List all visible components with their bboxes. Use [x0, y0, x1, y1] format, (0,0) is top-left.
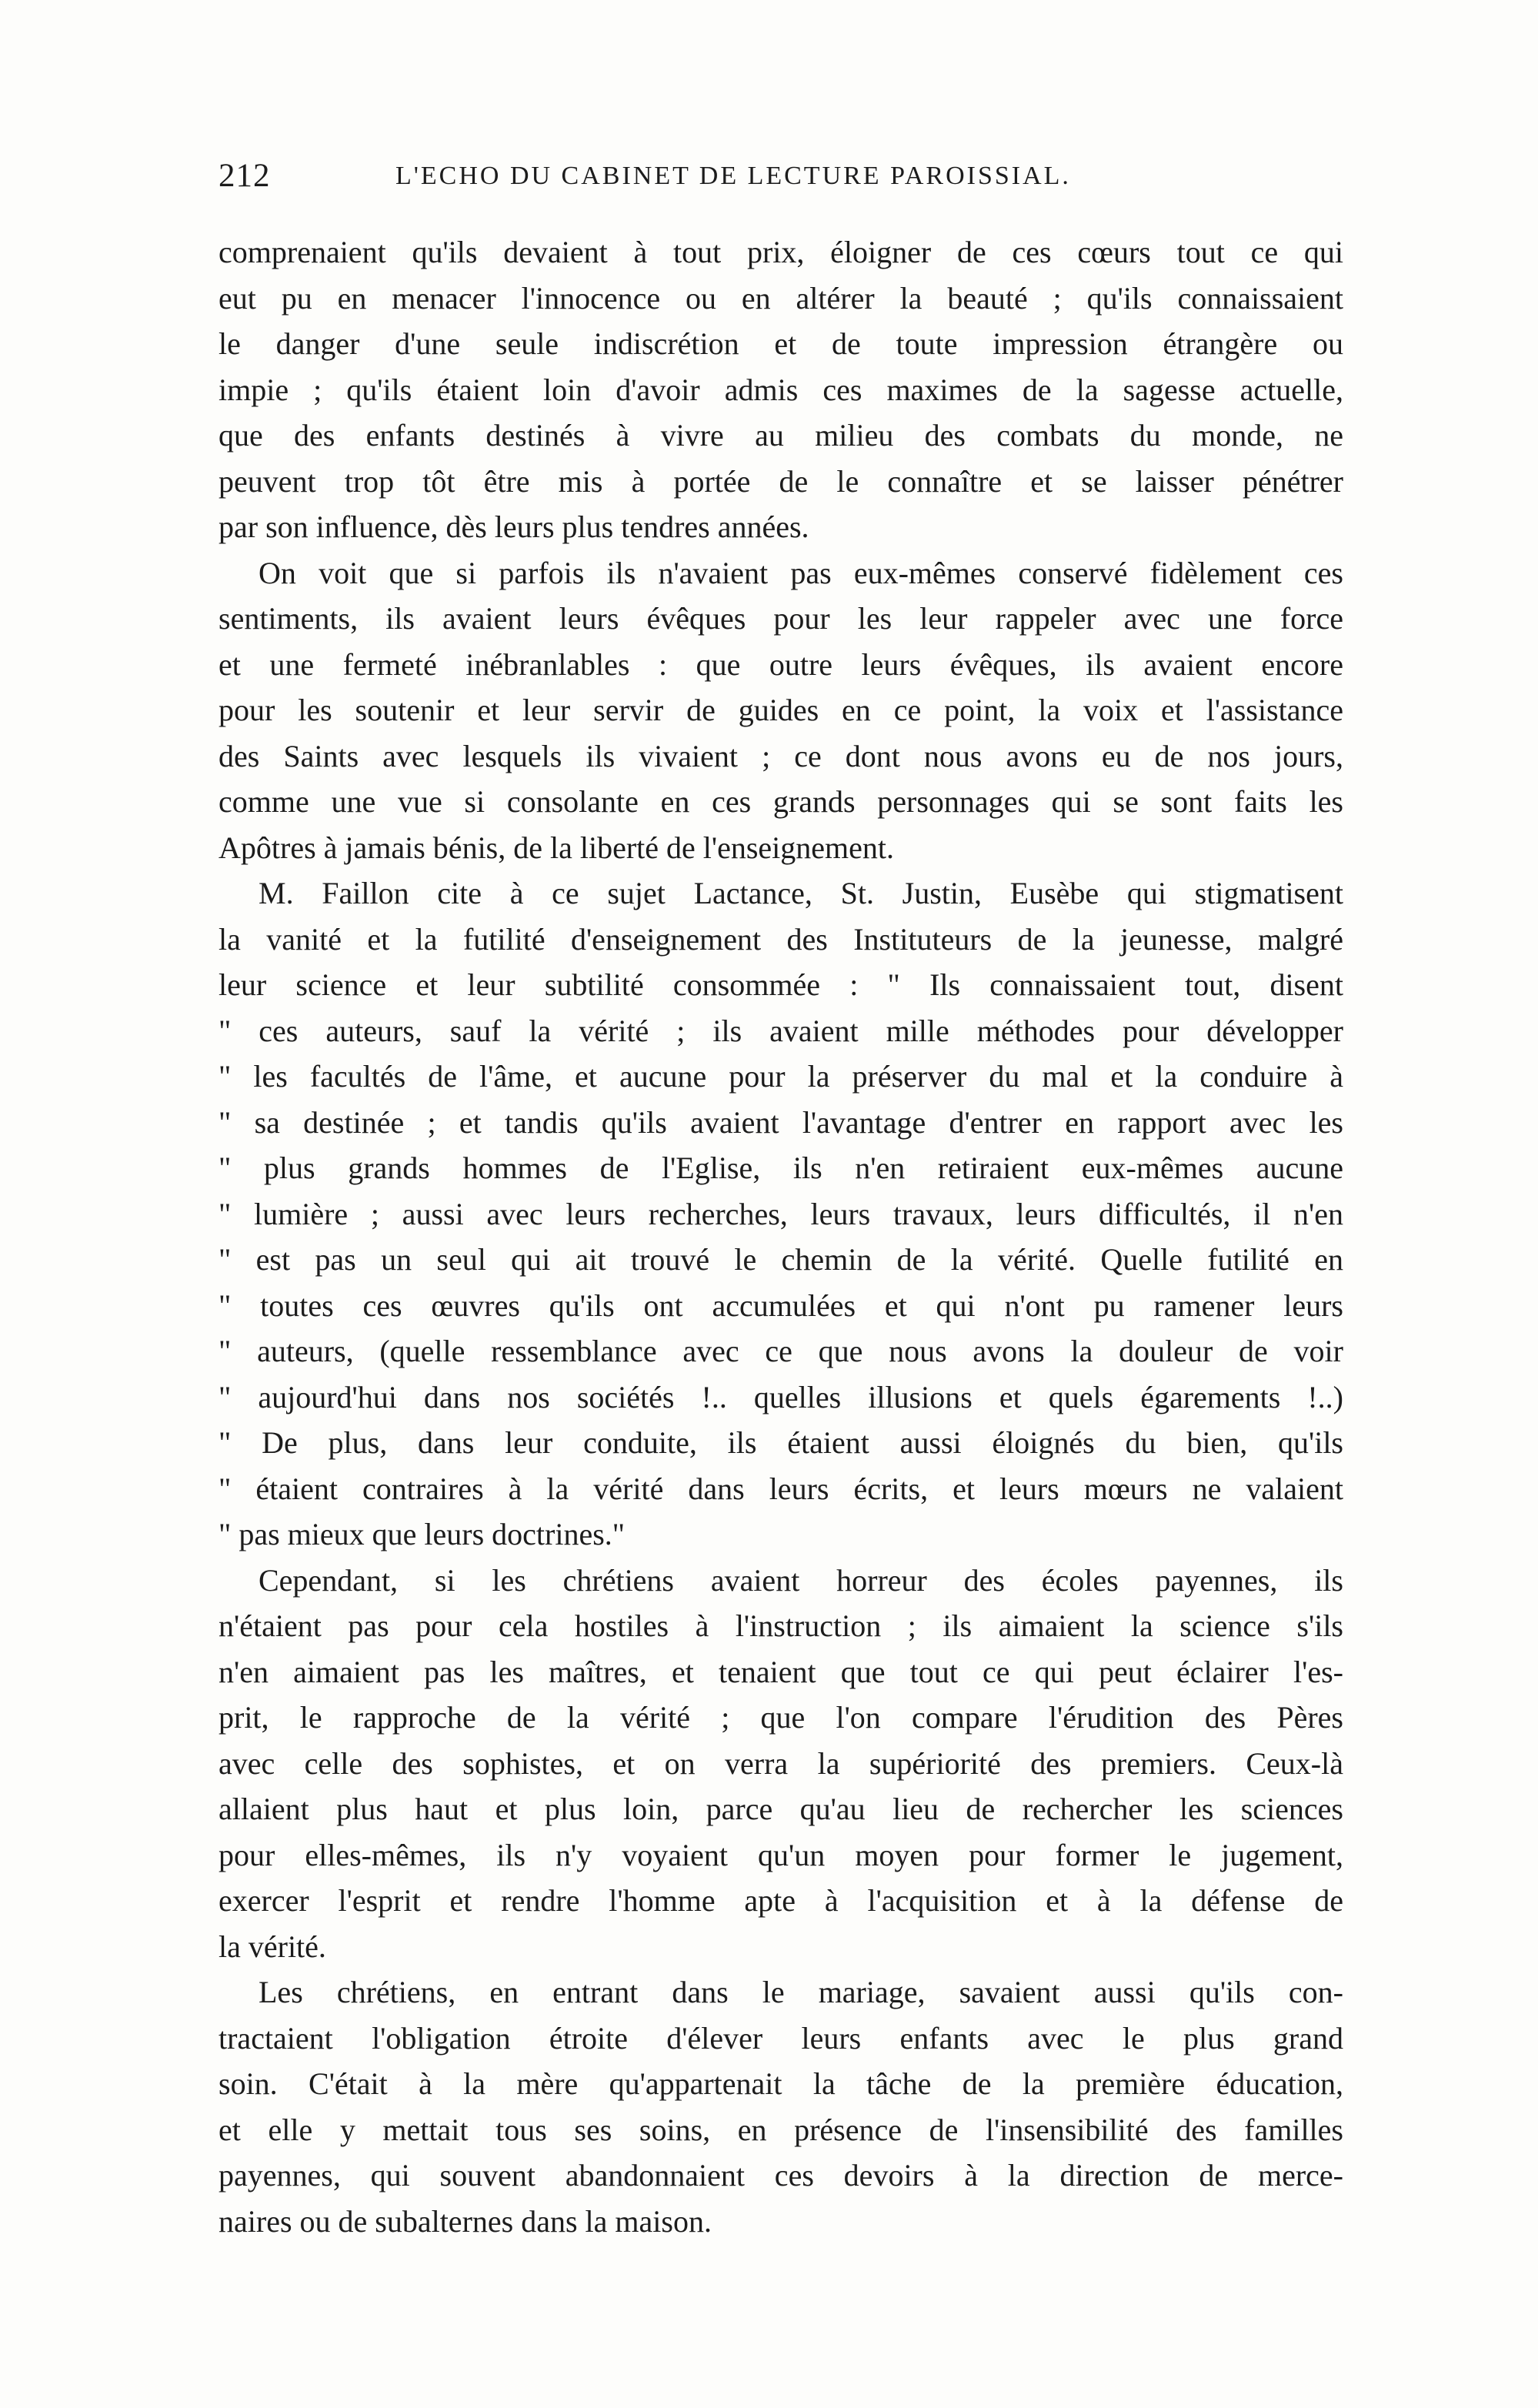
text-line: allaient plus haut et plus loin, parce qu'au lieu de rechercher les sciences — [219, 1792, 1343, 1826]
text-line: par son influence, dès leurs plus tendres années. — [219, 509, 809, 544]
text-line: " ces auteurs, sauf la vérité ; ils avaient mille méthodes pour développer — [219, 1013, 1343, 1048]
text-line: et une fermeté inébranlables : que outre leurs évêques, ils avaient encore — [219, 646, 1343, 682]
text-line: " aujourd'hui dans nos sociétés !.. quelles illusions et quels égarements !..) — [219, 1379, 1343, 1414]
text-line: M. Faillon cite à ce sujet Lactance, St. Justin, Eusèbe qui stigmatisent — [259, 876, 1343, 910]
text-line: prit, le rapproche de la vérité ; que l'on compare l'érudition des Pères — [219, 1700, 1343, 1735]
text-line: la vanité et la futilité d'enseignement des Instituteurs de la jeunesse, malgré — [219, 921, 1343, 957]
body-text — [219, 229, 1343, 2244]
page-number: 212 — [219, 158, 271, 194]
text-line: " sa destinée ; et tandis qu'ils avaient l'avantage d'entrer en rapport avec les — [219, 1104, 1343, 1140]
text-line: On voit que si parfois ils n'avaient pas eux-mêmes conservé fidèlement ces — [259, 555, 1343, 590]
page-header — [219, 157, 1342, 203]
text-line: impie ; qu'ils étaient loin d'avoir admis ces maximes de la sagesse actuelle, — [219, 372, 1343, 407]
text-line: " toutes ces œuvres qu'ils ont accumulées et qui n'ont pu ramener leurs — [219, 1287, 1343, 1323]
text-line: " les facultés de l'âme, et aucune pour la préserver du mal et la conduire à — [219, 1059, 1343, 1094]
text-line: Les chrétiens, en entrant dans le mariage, savaient aussi qu'ils con- — [259, 1975, 1343, 2009]
text-line: des Saints avec lesquels ils vivaient ; ce dont nous avons eu de nos jours, — [219, 738, 1343, 773]
text-line: comprenaient qu'ils devaient à tout prix, éloigner de ces cœurs tout ce qui — [219, 235, 1343, 269]
text-line: leur science et leur subtilité consommée : " Ils connaissaient tout, disent — [219, 967, 1343, 1002]
text-line: soin. C'était à la mère qu'appartenait la tâche de la première éducation, — [219, 2066, 1343, 2101]
text-line: et elle y mettait tous ses soins, en présence de l'insensibilité des familles — [219, 2112, 1343, 2147]
text-line: " pas mieux que leurs doctrines." — [219, 1517, 626, 1551]
text-line: naires ou de subalternes dans la maison. — [219, 2203, 712, 2239]
text-line: Apôtres à jamais bénis, de la liberté de l'enseignement. — [219, 830, 895, 865]
text-line: exercer l'esprit et rendre l'homme apte à l'acquisition et à la défense de — [219, 1883, 1343, 1918]
running-title: L'ECHO DU CABINET DE LECTURE PAROISSIAL. — [395, 162, 1071, 190]
text-line: pour les soutenir et leur servir de guides en ce point, la voix et l'assistance — [219, 693, 1343, 727]
text-line: la vérité. — [219, 1929, 326, 1964]
text-line: peuvent trop tôt être mis à portée de le connaître et se laisser pénétrer — [219, 463, 1343, 499]
text-line: le danger d'une seule indiscrétion et de toute impression étrangère ou — [219, 326, 1343, 361]
text-line: tractaient l'obligation étroite d'élever leurs enfants avec le plus grand — [219, 2020, 1343, 2056]
text-line: comme une vue si consolante en ces grands personnages qui se sont faits les — [219, 784, 1343, 819]
text-line: n'étaient pas pour cela hostiles à l'instruction ; ils aimaient la science s'ils — [219, 1608, 1343, 1643]
text-line: " est pas un seul qui ait trouvé le chemin de la vérité. Quelle futilité en — [219, 1242, 1343, 1277]
text-line: " auteurs, (quelle ressemblance avec ce que nous avons la douleur de voir — [219, 1334, 1343, 1368]
text-line: n'en aimaient pas les maîtres, et tenaient que tout ce qui peut éclairer l'es- — [219, 1654, 1343, 1689]
text-line: pour elles-mêmes, ils n'y voyaient qu'un moyen pour former le jugement, — [219, 1837, 1343, 1872]
text-line: " étaient contraires à la vérité dans leurs écrits, et leurs mœurs ne valaient — [219, 1471, 1343, 1506]
text-line: " lumière ; aussi avec leurs recherches, leurs travaux, leurs difficultés, il n'en — [219, 1196, 1343, 1231]
text-line: Cependant, si les chrétiens avaient horreur des écoles payennes, ils — [259, 1562, 1343, 1598]
text-line: que des enfants destinés à vivre au milieu des combats du monde, ne — [219, 418, 1343, 453]
text-line: avec celle des sophistes, et on verra la supériorité des premiers. Ceux-là — [219, 1745, 1343, 1781]
text-line: " plus grands hommes de l'Eglise, ils n'en retiraient eux-mêmes aucune — [219, 1151, 1343, 1185]
text-line: payennes, qui souvent abandonnaient ces devoirs à la direction de merce- — [219, 2158, 1343, 2193]
text-line: sentiments, ils avaient leurs évêques pour les leur rappeler avec une force — [219, 601, 1343, 636]
text-line: " De plus, dans leur conduite, ils étaient aussi éloignés du bien, qu'ils — [219, 1425, 1343, 1460]
text-line: eut pu en menacer l'innocence ou en altérer la beauté ; qu'ils connaissaient — [219, 280, 1343, 316]
